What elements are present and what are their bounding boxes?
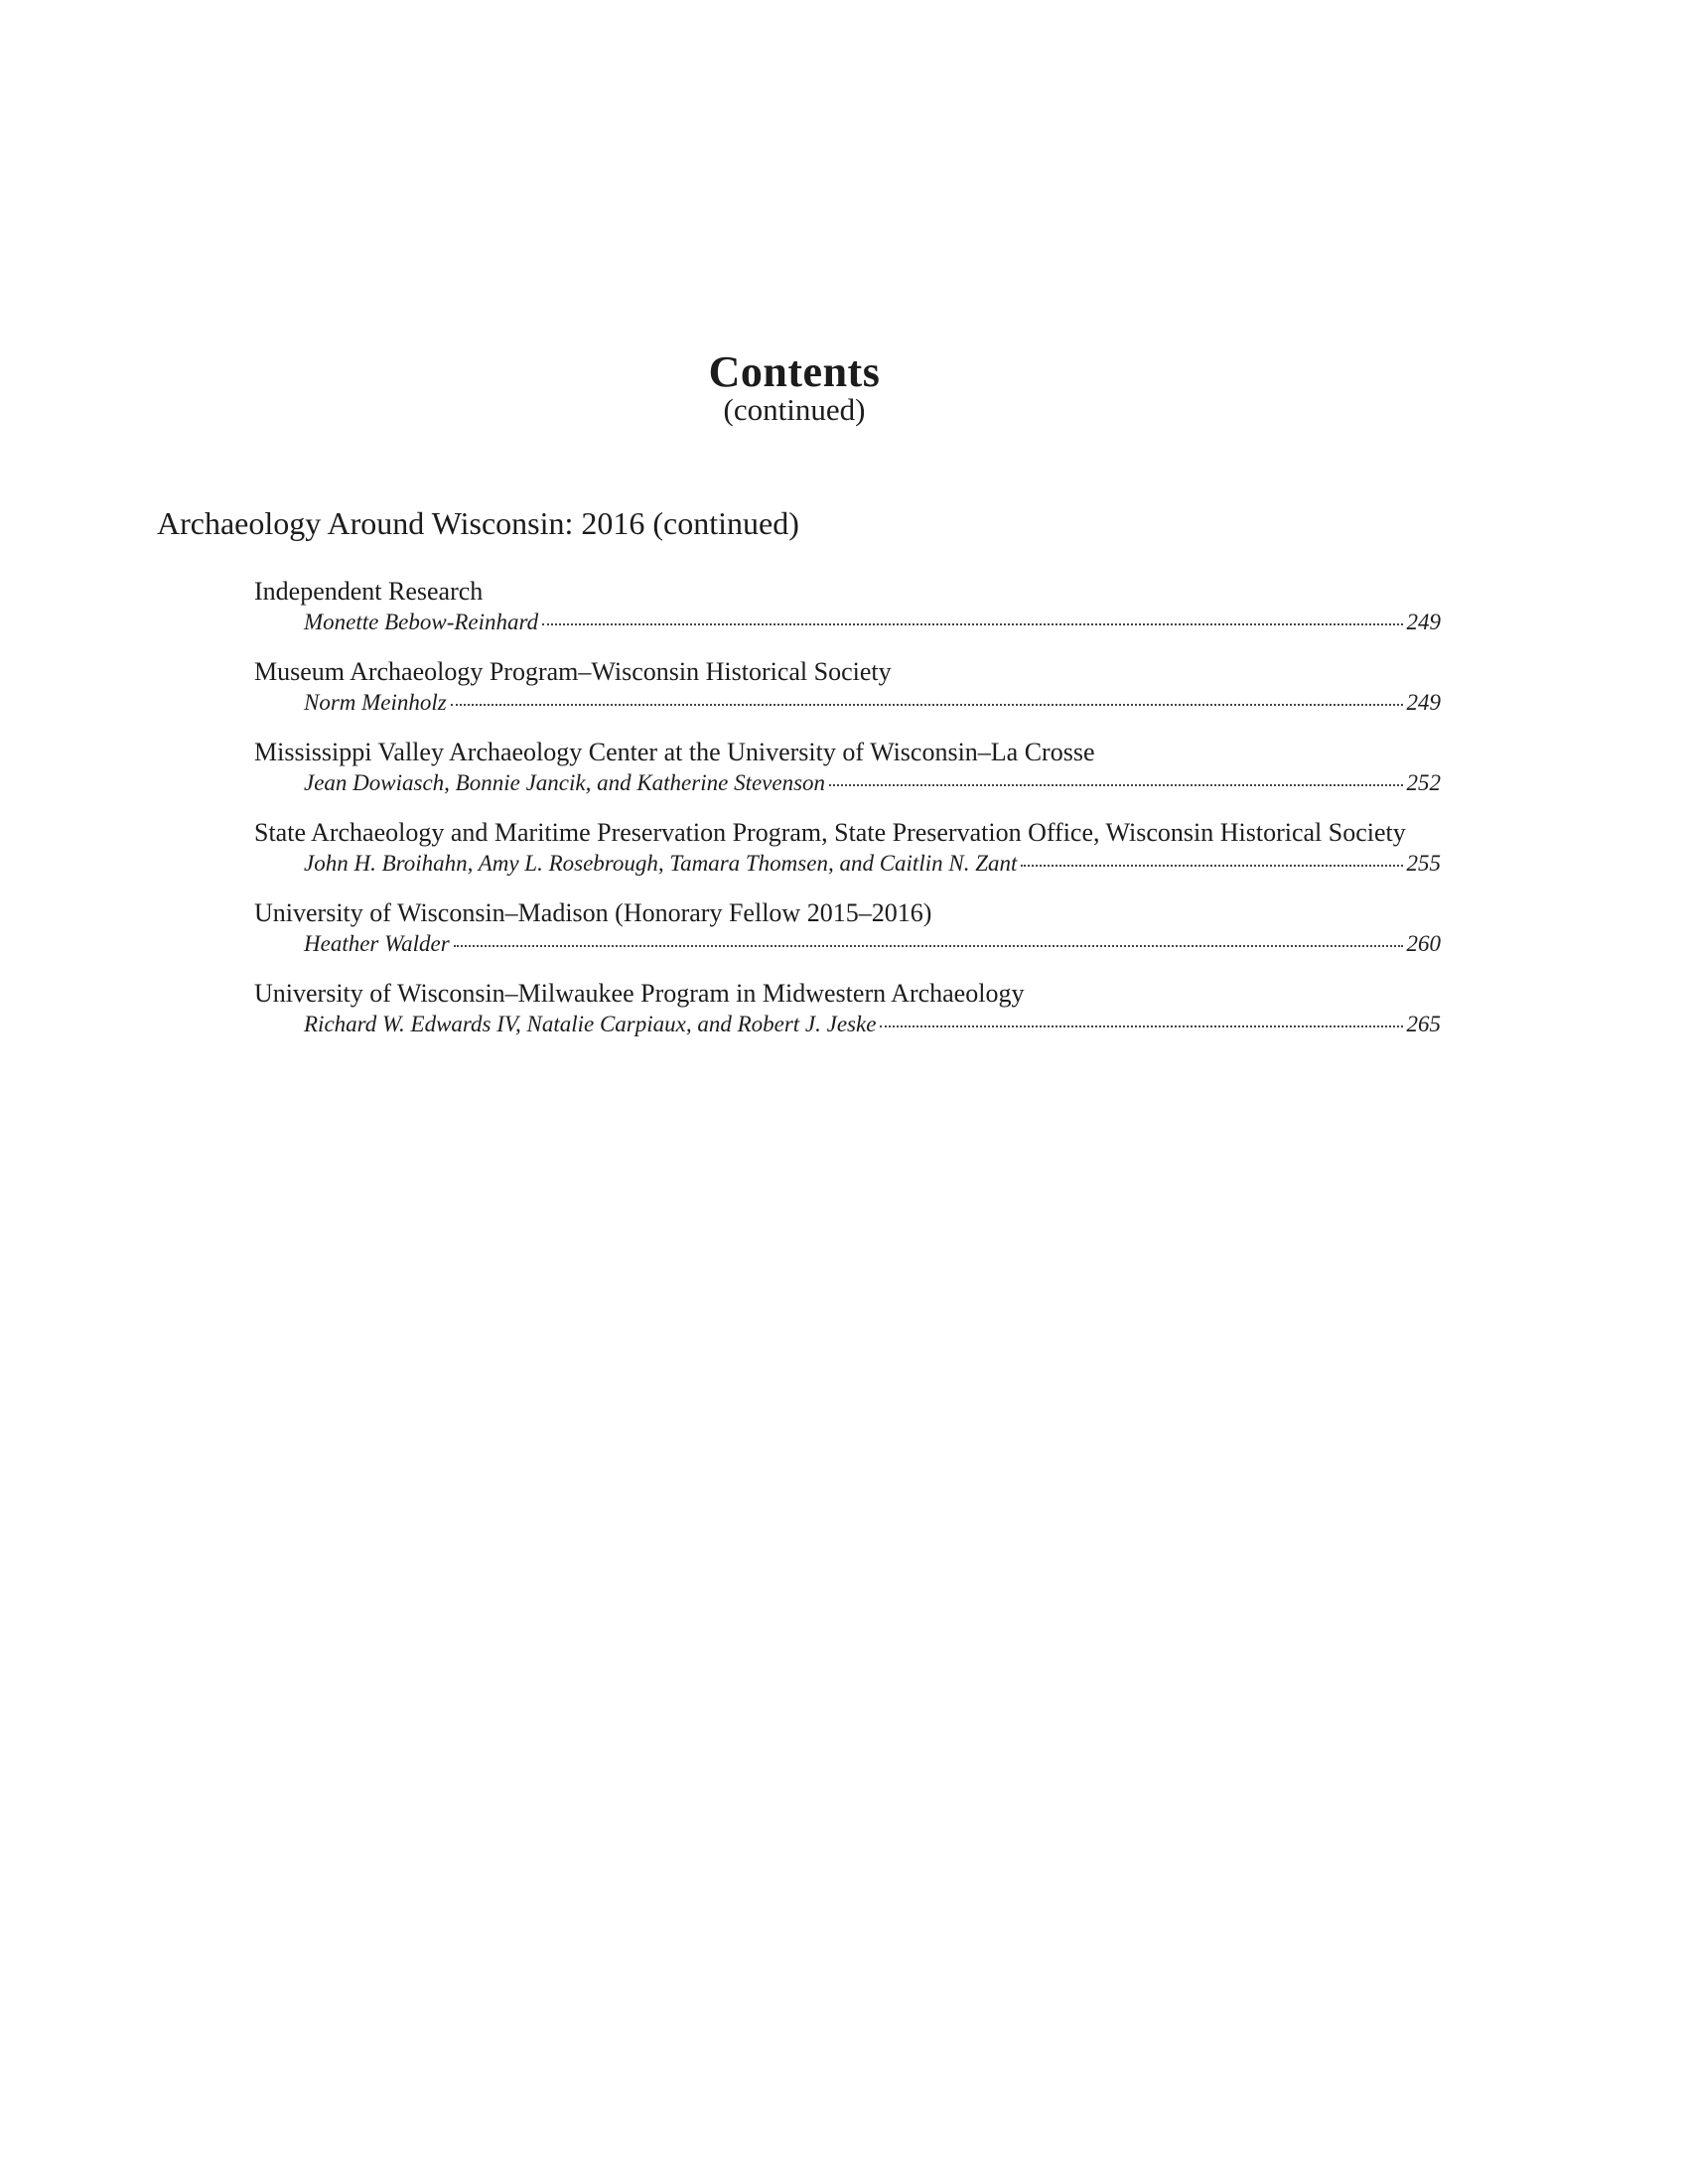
entry-page-number: 252 [1406,770,1441,795]
entry-authors: Heather Walder [304,931,450,956]
entry-title: University of Wisconsin–Madison (Honorary Fellow 2015–2016) [254,898,932,927]
entry-page-number: 249 [1406,690,1441,715]
dot-leader [542,623,1402,625]
toc-entry [254,897,1441,959]
dot-leader [451,704,1403,706]
entry-authors: John H. Broihahn, Amy L. Rosebrough, Tamara Thomsen, and Caitlin N. Zant [304,851,1018,876]
entry-author-line [254,929,1441,959]
entry-title: Mississippi Valley Archaeology Center at the University of Wisconsin–La Crosse [254,738,1095,766]
entry-author-line [254,1010,1441,1039]
entry-author-line [254,688,1441,718]
dot-leader [454,945,1403,947]
toc-entry [254,656,1441,718]
entry-author-line [254,768,1441,798]
dot-leader [1021,865,1402,867]
page-title: Contents [708,347,881,396]
section-heading: Archaeology Around Wisconsin: 2016 (continued) [157,505,799,541]
entry-authors: Monette Bebow-Reinhard [304,610,539,634]
entry-author-line [254,849,1441,879]
title-block [0,349,1589,425]
entry-authors: Jean Dowiasch, Bonnie Jancik, and Katherine Stevenson [304,770,826,795]
entry-title: State Archaeology and Maritime Preservation Program, State Preservation Office, Wisconsin Historical Society [254,818,1406,847]
page-subtitle: (continued) [723,392,866,427]
entry-title: University of Wisconsin–Milwaukee Program in Midwestern Archaeology [254,979,1025,1008]
entry-authors: Norm Meinholz [304,690,447,715]
dot-leader [880,1025,1402,1027]
entry-page-number: 260 [1406,931,1441,956]
entry-authors: Richard W. Edwards IV, Natalie Carpiaux, and Robert J. Jeske [304,1012,877,1036]
entry-page-number: 265 [1406,1012,1441,1036]
entry-page-number: 249 [1406,610,1441,634]
toc-entry [254,576,1441,637]
dot-leader [829,784,1402,786]
toc-entry [254,737,1441,798]
toc-list [254,576,1441,1058]
entry-title: Museum Archaeology Program–Wisconsin Historical Society [254,657,892,686]
toc-entry [254,978,1441,1039]
toc-entry [254,817,1441,879]
entry-page-number: 255 [1406,851,1441,876]
entry-author-line [254,608,1441,637]
entry-title: Independent Research [254,577,484,606]
